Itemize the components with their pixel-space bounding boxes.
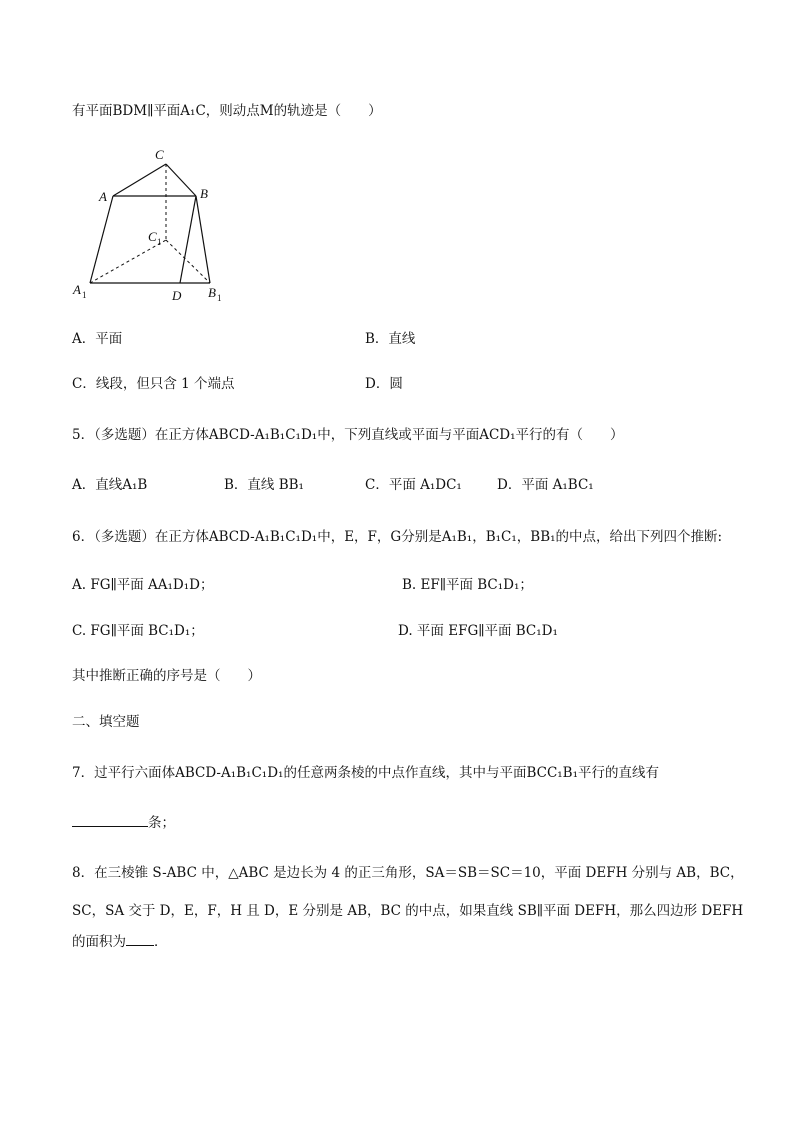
label-A: A — [99, 189, 107, 204]
q6-option-d: D. 平面 EFG∥平面 BC₁D₁ — [398, 623, 558, 639]
label-B1-sub: 1 — [217, 293, 222, 303]
q4-option-c: C．线段，但只含 1 个端点 — [72, 376, 235, 392]
q7-answer-line — [72, 814, 175, 832]
q5-option-a: A．直线A₁B — [72, 477, 148, 493]
edge-CB — [166, 164, 196, 196]
label-B1: B — [208, 285, 216, 300]
q8-line2: SC，SA 交于 D，E，F，H 且 D，E 分别是 AB，BC 的中点，如果直线 SB∥平面 DEFH，那么四边形 DEFH — [72, 903, 744, 919]
label-C1: C — [148, 229, 157, 244]
label-A1-sub: 1 — [82, 290, 87, 300]
q7-stem: 7．过平行六面体ABCD-A₁B₁C₁D₁的任意两条棱的中点作直线，其中与平面BCC₁B₁平行的直线有 — [72, 765, 660, 781]
q5-option-b: B．直线 BB₁ — [224, 477, 304, 493]
label-C: C — [155, 147, 164, 162]
q4-stem: 有平面BDM∥平面A₁C，则动点M的轨迹是（ ） — [72, 103, 382, 119]
q7-tail: 条； — [148, 815, 175, 831]
q8-blank[interactable] — [126, 933, 154, 946]
q6-ask: 其中推断正确的序号是（ ） — [72, 668, 261, 684]
edge-AA1 — [90, 196, 113, 283]
q6-stem: 6．（多选题）在正方体ABCD-A₁B₁C₁D₁中，E，F，G分别是A₁B₁，B₁C₁，BB₁的中点，给出下列四个推断: — [72, 529, 723, 545]
q5-stem: 5．（多选题）在正方体ABCD-A₁B₁C₁D₁中，下列直线或平面与平面ACD₁平行的有（ ） — [72, 427, 624, 443]
q4-option-b: B．直线 — [365, 331, 416, 347]
q5-option-d: D．平面 A₁BC₁ — [497, 477, 594, 493]
q6-option-a: A. FG∥平面 AA₁D₁D； — [72, 577, 214, 593]
label-A1: A — [73, 282, 81, 297]
q4-option-a: A．平面 — [72, 331, 123, 347]
edge-AC — [113, 164, 166, 196]
geometry-figure — [70, 146, 235, 306]
q4-option-d: D．圆 — [365, 376, 403, 392]
q6-option-b: B. EF∥平面 BC₁D₁； — [402, 577, 533, 593]
label-D: D — [172, 288, 182, 303]
label-B: B — [200, 186, 208, 201]
label-C1-sub: 1 — [157, 237, 162, 247]
section-heading-fill-blank: 二、填空题 — [72, 714, 140, 730]
q5-option-c: C．平面 A₁DC₁ — [365, 477, 462, 493]
q8-end: ． — [154, 934, 168, 950]
edge-C1B1 — [166, 240, 210, 283]
edge-A1C1 — [90, 240, 166, 283]
q7-blank[interactable] — [72, 814, 148, 827]
q8-line3-text: 的面积为 — [72, 934, 126, 950]
q8-line3 — [72, 933, 168, 951]
q6-option-c: C. FG∥平面 BC₁D₁； — [72, 623, 204, 639]
segment-BD — [180, 196, 196, 283]
q8-line1: 8．在三棱锥 S-ABC 中，△ABC 是边长为 4 的正三角形，SA＝SB＝SC＝10，平面 DEFH 分别与 AB，BC， — [72, 865, 744, 881]
edge-BB1 — [196, 196, 210, 283]
